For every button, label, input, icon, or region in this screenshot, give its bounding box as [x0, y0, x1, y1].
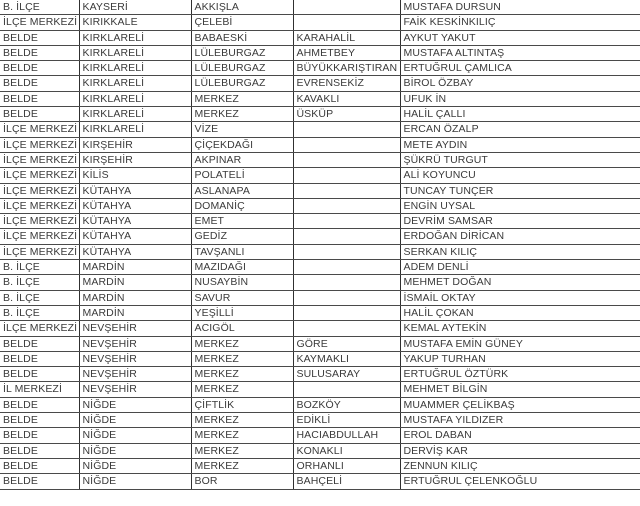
table-row	[0, 290, 640, 305]
town-cell	[293, 183, 400, 198]
district-cell: MERKEZ	[191, 367, 293, 382]
candidate-cell: ERTUĞRUL ÇELENKOĞLU	[400, 474, 640, 489]
type-cell: BELDE	[0, 45, 79, 60]
district-cell: DOMANİÇ	[191, 198, 293, 213]
town-cell: AHMETBEY	[293, 45, 400, 60]
candidate-cell: EROL DABAN	[400, 428, 640, 443]
province-cell: NİĞDE	[79, 474, 191, 489]
district-cell: MERKEZ	[191, 458, 293, 473]
type-cell: BELDE	[0, 76, 79, 91]
district-cell: MERKEZ	[191, 382, 293, 397]
candidate-cell: MUAMMER ÇELİKBAŞ	[400, 397, 640, 412]
candidate-cell: YAKUP TURHAN	[400, 351, 640, 366]
candidate-cell: MEHMET BİLGİN	[400, 382, 640, 397]
candidate-cell: ZENNUN KILIÇ	[400, 458, 640, 473]
province-cell: NEVŞEHİR	[79, 367, 191, 382]
province-cell: NEVŞEHİR	[79, 336, 191, 351]
table-row	[0, 183, 640, 198]
candidate-cell: MUSTAFA DURSUN	[400, 0, 640, 15]
town-cell: KAYMAKLI	[293, 351, 400, 366]
type-cell: BELDE	[0, 61, 79, 76]
town-cell	[293, 229, 400, 244]
candidate-cell: UFUK İN	[400, 91, 640, 106]
province-cell: KIRŞEHİR	[79, 137, 191, 152]
province-cell: NİĞDE	[79, 458, 191, 473]
type-cell: BELDE	[0, 413, 79, 428]
type-cell: BELDE	[0, 91, 79, 106]
district-cell: MERKEZ	[191, 336, 293, 351]
town-cell	[293, 122, 400, 137]
town-cell: BAHÇELİ	[293, 474, 400, 489]
candidate-cell: ADEM DENLİ	[400, 260, 640, 275]
type-cell: İL MERKEZİ	[0, 382, 79, 397]
table-row	[0, 214, 640, 229]
province-cell: NEVŞEHİR	[79, 382, 191, 397]
district-cell: MERKEZ	[191, 351, 293, 366]
type-cell: İLÇE MERKEZİ	[0, 168, 79, 183]
town-cell: KARAHALİL	[293, 30, 400, 45]
table-row	[0, 428, 640, 443]
table-row	[0, 198, 640, 213]
candidate-cell: ENGİN UYSAL	[400, 198, 640, 213]
table-row	[0, 351, 640, 366]
type-cell: İLÇE MERKEZİ	[0, 214, 79, 229]
district-cell: MERKEZ	[191, 107, 293, 122]
candidate-cell: HALİL ÇOKAN	[400, 305, 640, 320]
candidate-cell: ERTUĞRUL ÖZTÜRK	[400, 367, 640, 382]
town-cell: ÜSKÜP	[293, 107, 400, 122]
province-cell: KIRIKKALE	[79, 15, 191, 30]
table-row	[0, 244, 640, 259]
province-cell: KIRŞEHİR	[79, 152, 191, 167]
town-cell	[293, 0, 400, 15]
candidate-cell: ERCAN ÖZALP	[400, 122, 640, 137]
candidate-cell: ALİ KOYUNCU	[400, 168, 640, 183]
district-cell: ÇELEBİ	[191, 15, 293, 30]
district-cell: ASLANAPA	[191, 183, 293, 198]
candidate-cell: DEVRİM SAMSAR	[400, 214, 640, 229]
table-row	[0, 107, 640, 122]
town-cell: BÜYÜKKARIŞTIRAN	[293, 61, 400, 76]
table-row	[0, 275, 640, 290]
type-cell: BELDE	[0, 367, 79, 382]
province-cell: KIRKLARELİ	[79, 30, 191, 45]
province-cell: KİLİS	[79, 168, 191, 183]
district-cell: ÇİÇEKDAĞI	[191, 137, 293, 152]
district-cell: VİZE	[191, 122, 293, 137]
district-cell: MERKEZ	[191, 413, 293, 428]
district-cell: MERKEZ	[191, 428, 293, 443]
table-row	[0, 76, 640, 91]
province-cell: MARDİN	[79, 305, 191, 320]
table-row	[0, 367, 640, 382]
province-cell: MARDİN	[79, 290, 191, 305]
district-cell: SAVUR	[191, 290, 293, 305]
type-cell: BELDE	[0, 397, 79, 412]
type-cell: İLÇE MERKEZİ	[0, 152, 79, 167]
town-cell	[293, 382, 400, 397]
table-row	[0, 397, 640, 412]
town-cell	[293, 260, 400, 275]
type-cell: BELDE	[0, 336, 79, 351]
province-cell: KÜTAHYA	[79, 229, 191, 244]
town-cell	[293, 152, 400, 167]
district-cell: EMET	[191, 214, 293, 229]
table-row	[0, 152, 640, 167]
town-cell: KAVAKLI	[293, 91, 400, 106]
type-cell: BELDE	[0, 428, 79, 443]
province-cell: KÜTAHYA	[79, 183, 191, 198]
town-cell: EVRENSEKİZ	[293, 76, 400, 91]
type-cell: BELDE	[0, 458, 79, 473]
type-cell: İLÇE MERKEZİ	[0, 244, 79, 259]
candidate-cell: HALİL ÇALLI	[400, 107, 640, 122]
town-cell: GÖRE	[293, 336, 400, 351]
table-row	[0, 458, 640, 473]
table-row	[0, 45, 640, 60]
type-cell: BELDE	[0, 107, 79, 122]
table-row	[0, 30, 640, 45]
table-row	[0, 382, 640, 397]
town-cell	[293, 15, 400, 30]
candidate-cell: DERVİŞ KAR	[400, 443, 640, 458]
candidate-cell: TUNCAY TUNÇER	[400, 183, 640, 198]
town-cell	[293, 321, 400, 336]
table-row	[0, 0, 640, 15]
district-cell: NUSAYBİN	[191, 275, 293, 290]
town-cell	[293, 290, 400, 305]
town-cell	[293, 137, 400, 152]
candidate-cell: KEMAL AYTEKİN	[400, 321, 640, 336]
table-row	[0, 474, 640, 489]
candidate-cell: MUSTAFA ALTINTAŞ	[400, 45, 640, 60]
table-row	[0, 229, 640, 244]
table-row	[0, 443, 640, 458]
candidate-cell: MUSTAFA YILDIZER	[400, 413, 640, 428]
type-cell: BELDE	[0, 474, 79, 489]
type-cell: İLÇE MERKEZİ	[0, 198, 79, 213]
type-cell: İLÇE MERKEZİ	[0, 183, 79, 198]
town-cell	[293, 244, 400, 259]
candidate-cell: ERDOĞAN DİRİCAN	[400, 229, 640, 244]
table-row	[0, 137, 640, 152]
province-cell: KIRKLARELİ	[79, 45, 191, 60]
type-cell: İLÇE MERKEZİ	[0, 229, 79, 244]
candidate-cell: ERTUĞRUL ÇAMLICA	[400, 61, 640, 76]
type-cell: B. İLÇE	[0, 260, 79, 275]
district-cell: MERKEZ	[191, 91, 293, 106]
candidate-cell: MUSTAFA EMİN GÜNEY	[400, 336, 640, 351]
town-cell: HACIABDULLAH	[293, 428, 400, 443]
province-cell: KÜTAHYA	[79, 214, 191, 229]
town-cell: SULUSARAY	[293, 367, 400, 382]
province-cell: KÜTAHYA	[79, 198, 191, 213]
province-cell: KIRKLARELİ	[79, 107, 191, 122]
type-cell: İLÇE MERKEZİ	[0, 137, 79, 152]
type-cell: B. İLÇE	[0, 275, 79, 290]
table-row	[0, 413, 640, 428]
type-cell: B. İLÇE	[0, 305, 79, 320]
type-cell: BELDE	[0, 30, 79, 45]
table-row	[0, 91, 640, 106]
table-row	[0, 260, 640, 275]
district-cell: ACIGÖL	[191, 321, 293, 336]
type-cell: B. İLÇE	[0, 0, 79, 15]
district-cell: MERKEZ	[191, 443, 293, 458]
type-cell: İLÇE MERKEZİ	[0, 15, 79, 30]
candidate-cell: SERKAN KILIÇ	[400, 244, 640, 259]
town-cell: ORHANLI	[293, 458, 400, 473]
town-cell	[293, 305, 400, 320]
table-row	[0, 15, 640, 30]
province-cell: KIRKLARELİ	[79, 61, 191, 76]
province-cell: KIRKLARELİ	[79, 122, 191, 137]
district-cell: BOR	[191, 474, 293, 489]
candidate-cell: FAİK KESKİNKILIÇ	[400, 15, 640, 30]
province-cell: KÜTAHYA	[79, 244, 191, 259]
district-cell: TAVŞANLI	[191, 244, 293, 259]
candidate-cell: METE AYDIN	[400, 137, 640, 152]
province-cell: NEVŞEHİR	[79, 351, 191, 366]
province-cell: NEVŞEHİR	[79, 321, 191, 336]
district-cell: ÇİFTLİK	[191, 397, 293, 412]
district-cell: LÜLEBURGAZ	[191, 76, 293, 91]
table-row	[0, 122, 640, 137]
province-cell: KIRKLARELİ	[79, 76, 191, 91]
province-cell: NİĞDE	[79, 428, 191, 443]
district-cell: BABAESKİ	[191, 30, 293, 45]
district-cell: GEDİZ	[191, 229, 293, 244]
province-cell: MARDİN	[79, 275, 191, 290]
type-cell: BELDE	[0, 351, 79, 366]
province-cell: NİĞDE	[79, 397, 191, 412]
type-cell: BELDE	[0, 443, 79, 458]
district-cell: LÜLEBURGAZ	[191, 45, 293, 60]
province-cell: NİĞDE	[79, 413, 191, 428]
district-cell: AKPINAR	[191, 152, 293, 167]
table-row	[0, 168, 640, 183]
town-cell	[293, 168, 400, 183]
district-cell: LÜLEBURGAZ	[191, 61, 293, 76]
table-row	[0, 321, 640, 336]
type-cell: İLÇE MERKEZİ	[0, 321, 79, 336]
province-cell: KAYSERİ	[79, 0, 191, 15]
town-cell	[293, 214, 400, 229]
candidate-cell: AYKUT YAKUT	[400, 30, 640, 45]
province-cell: KIRKLARELİ	[79, 91, 191, 106]
type-cell: İLÇE MERKEZİ	[0, 122, 79, 137]
town-cell	[293, 275, 400, 290]
district-cell: POLATELİ	[191, 168, 293, 183]
candidate-cell: ŞÜKRÜ TURGUT	[400, 152, 640, 167]
district-cell: MAZIDAĞI	[191, 260, 293, 275]
table-row	[0, 305, 640, 320]
town-cell: KONAKLI	[293, 443, 400, 458]
candidate-cell: İSMAİL OKTAY	[400, 290, 640, 305]
table-row	[0, 61, 640, 76]
province-cell: MARDİN	[79, 260, 191, 275]
candidate-cell: BİROL ÖZBAY	[400, 76, 640, 91]
district-cell: YEŞİLLİ	[191, 305, 293, 320]
type-cell: B. İLÇE	[0, 290, 79, 305]
town-cell: EDİKLİ	[293, 413, 400, 428]
town-cell: BOZKÖY	[293, 397, 400, 412]
district-cell: AKKIŞLA	[191, 0, 293, 15]
candidate-cell: MEHMET DOĞAN	[400, 275, 640, 290]
table-row	[0, 336, 640, 351]
province-cell: NİĞDE	[79, 443, 191, 458]
town-cell	[293, 198, 400, 213]
